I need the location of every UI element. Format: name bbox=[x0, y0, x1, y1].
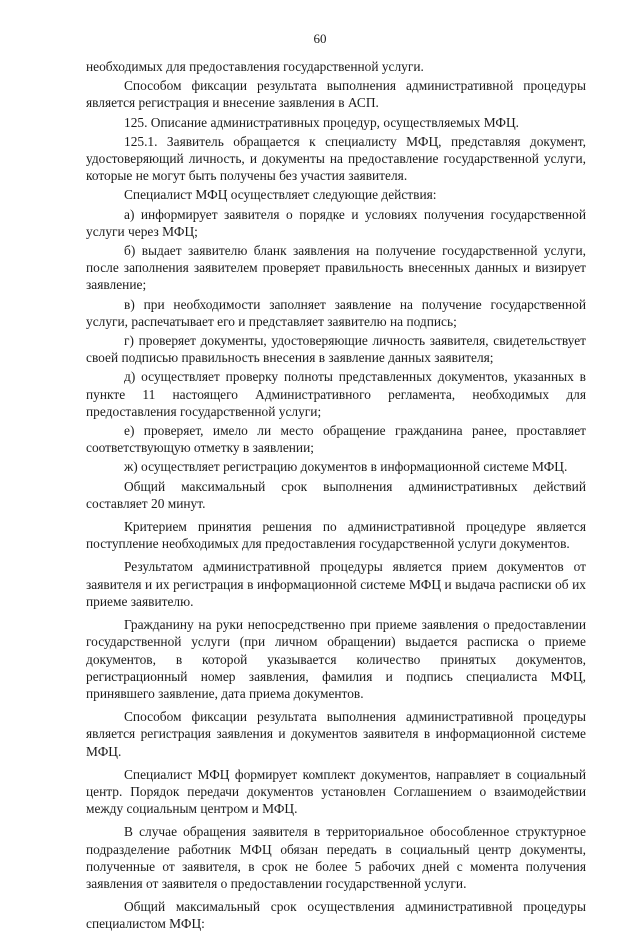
paragraph-result: Результатом административной процедуры является прием документов от заявителя и их регистрация в информационной системе МФЦ и выдача расписки об их приеме заявителю. bbox=[86, 559, 586, 609]
list-item-b: б) выдает заявителю бланк заявления на получение государственной услуги, после заполнения заявителем проверяет правильность внесенных данных и визирует заявление; bbox=[86, 243, 586, 293]
list-item-g: г) проверяет документы, удостоверяющие личность заявителя, свидетельствует своей подписью правильность внесения в заявление данных заявителя; bbox=[86, 333, 586, 366]
list-item-a: а) информирует заявителя о порядке и условиях получения государственной услуги через МФЦ; bbox=[86, 206, 586, 239]
paragraph-specialist-actions: Специалист МФЦ осуществляет следующие действия: bbox=[124, 187, 437, 203]
paragraph-max-time-mfc: Общий максимальный срок осуществления административной процедуры специалистом МФЦ: bbox=[86, 899, 586, 932]
paragraph-max-time-20: Общий максимальный срок выполнения административных действий составляет 20 минут. bbox=[86, 478, 586, 511]
page-number: 60 bbox=[313, 31, 327, 46]
document-body bbox=[86, 58, 586, 935]
paragraph-fixation-mfc: Способом фиксации результата выполнения административной процедуры является регистрация заявления и документов заявителя в информационной системе МФЦ. bbox=[86, 709, 586, 759]
paragraph-document-set: Специалист МФЦ формирует комплект документов, направляет в социальный центр. Порядок передачи документов установлен Соглашением о взаимодействии между социальным центром и МФЦ. bbox=[86, 766, 586, 817]
paragraph-fixation-asp: Способом фиксации результата выполнения административной процедуры является регистрация и внесение заявления в АСП. bbox=[86, 78, 586, 111]
paragraph-continuation: необходимых для предоставления государственной услуги. bbox=[86, 59, 424, 74]
paragraph-territorial-unit: В случае обращения заявителя в территориальное обособленное структурное подразделение работник МФЦ обязан передать в социальный центр документы, полученные от заявителя, в срок не более 5 рабочих дней с момента получения заявления от заявителя о предоставлении государственной услуги. bbox=[86, 824, 586, 891]
list-item-v: в) при необходимости заполняет заявление на получение государственной услуги, распечатывает его и представляет заявителю на подпись; bbox=[86, 296, 586, 329]
paragraph-section-125: 125. Описание административных процедур, осуществляемых МФЦ. bbox=[124, 114, 520, 130]
list-item-e: е) проверяет, имело ли место обращение гражданина ранее, проставляет соответствующую отметку в заявлении; bbox=[86, 423, 586, 456]
paragraph-receipt: Гражданину на руки непосредственно при приеме заявления о предоставлении государственной услуги (при личном обращении) выдается расписка о приеме документов, в которой указывается количество принятых документов, регистрационный номер заявления, фамилия и подпись специалиста МФЦ, принявшего заявление, дата приема документов. bbox=[86, 617, 586, 701]
list-item-d: д) осуществляет проверку полноты представленных документов, указанных в пункте 11 настоящего Административного регламента, необходимых для предоставления государственной услуги; bbox=[86, 369, 586, 419]
paragraph-criterion: Критерием принятия решения по административной процедуре является поступление необходимых для предоставления государственной услуги документов. bbox=[86, 519, 586, 552]
paragraph-section-125-1: 125.1. Заявитель обращается к специалисту МФЦ, представляя документ, удостоверяющий личность, и документы на предоставление государственной услуги, которые не могут быть получены без участия заявителя. bbox=[86, 133, 586, 184]
list-item-zh: ж) осуществляет регистрацию документов в информационной системе МФЦ. bbox=[124, 459, 568, 475]
